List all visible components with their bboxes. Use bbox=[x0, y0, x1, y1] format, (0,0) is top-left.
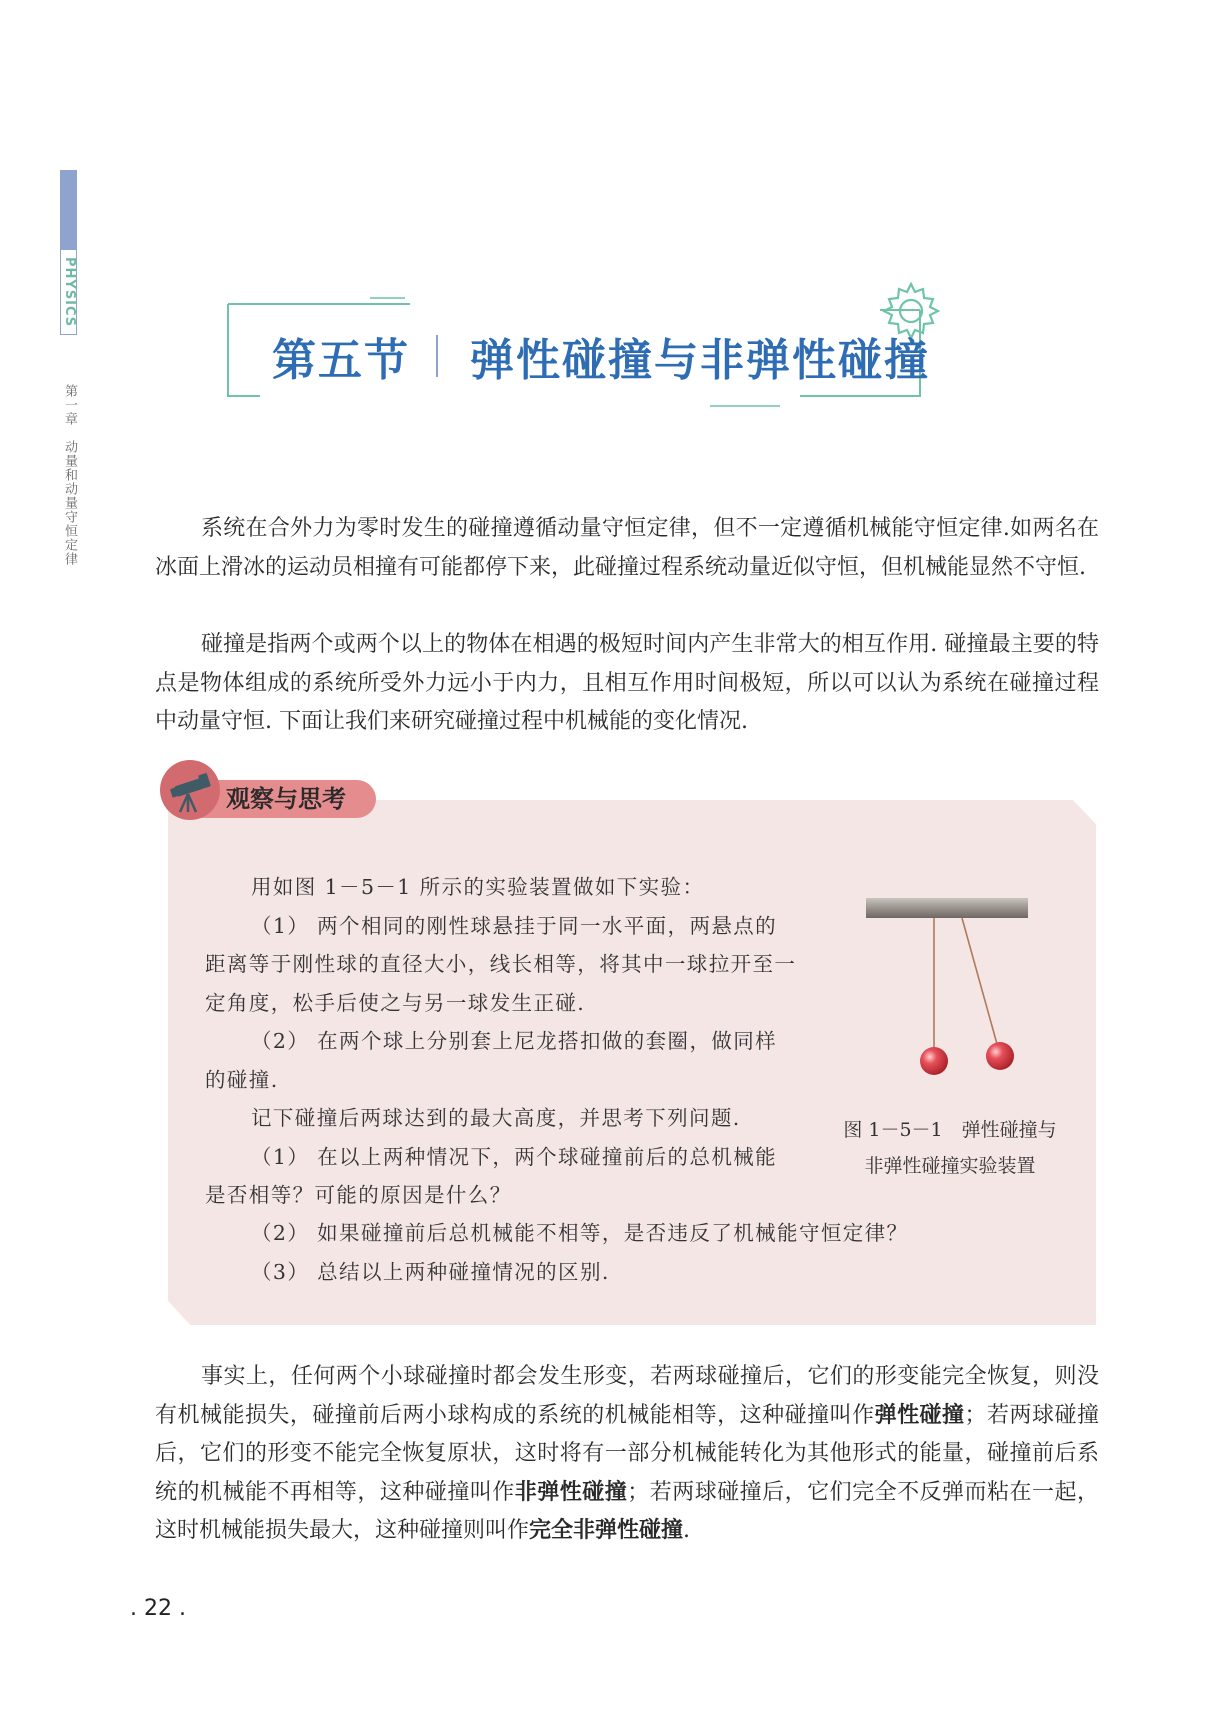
observe-line: （1） 两个相同的刚性球悬挂于同一水平面，两悬点的距离等于刚性球的直径大小，线长相等，将其中一球拉开至一定角度，松手后使之与另一球发生正碰. bbox=[205, 913, 797, 1015]
paragraph-3-text: ；若两球碰撞后，它们完全不反弹而粘在一起，这时机械能损失最大，这种碰撞则叫作 bbox=[155, 1479, 1099, 1543]
page-number: . 22 . bbox=[130, 1596, 186, 1621]
term-elastic-collision: 弹性碰撞 bbox=[874, 1402, 965, 1428]
observe-line: （3） 总结以上两种碰撞情况的区别. bbox=[251, 1259, 610, 1284]
telescope-icon bbox=[166, 768, 214, 816]
observe-instructions bbox=[205, 868, 797, 1215]
side-tab-fill bbox=[60, 170, 77, 250]
figure-caption-line-1: 图 1－5－1 弹性碰撞与 bbox=[843, 1119, 1057, 1141]
observe-line: （1） 在以上两种情况下，两个球碰撞前后的总机械能是否相等？可能的原因是什么？ bbox=[205, 1144, 778, 1207]
side-chapter-number: 第一章 bbox=[62, 384, 77, 426]
pendulum-figure bbox=[866, 898, 1036, 1078]
observe-line: （2） 如果碰撞前后总机械能不相等，是否违反了机械能守恒定律？ bbox=[251, 1221, 909, 1245]
right-string bbox=[962, 918, 997, 1044]
section-title: 弹性碰撞与非弹性碰撞 bbox=[470, 335, 930, 386]
figure-caption-line-2: 非弹性碰撞实验装置 bbox=[864, 1155, 1036, 1177]
section-number: 第五节 bbox=[272, 335, 410, 386]
observe-think-label: 观察与思考 bbox=[226, 785, 346, 813]
paragraph-3-text: 事实上，任何两个小球碰撞时都会发生形变，若两球碰撞后，它们的形变能完全恢复，则没有机械能损失，碰撞前后两小球构成的系统的机械能相等，这种碰撞叫作 bbox=[155, 1364, 1099, 1428]
side-chapter-title: 动量和动量守恒定律 bbox=[62, 440, 77, 566]
figure-caption bbox=[825, 1112, 1075, 1184]
paragraph-1: 系统在合外力为零时发生的碰撞遵循动量守恒定律，但不一定遵循机械能守恒定律.如两名在冰面上滑冰的运动员相撞有可能都停下来，此碰撞过程系统动量近似守恒，但机械能显然不守恒. bbox=[155, 516, 1099, 580]
section-heading bbox=[272, 326, 930, 386]
observe-line: 用如图 1－5－1 所示的实验装置做如下实验： bbox=[251, 875, 705, 899]
side-subject-label: PHYSICS bbox=[62, 256, 77, 328]
paragraph-3 bbox=[155, 1358, 1099, 1551]
term-perfectly-inelastic-collision: 完全非弹性碰撞 bbox=[529, 1518, 684, 1543]
paragraph-3-text: ；若两球碰撞后，它们的形变不能完全恢复原状，这时将有一部分机械能转化为其他形式的能量，碰撞前后系统的机械能不再相等，这种碰撞叫作 bbox=[155, 1402, 1099, 1505]
support-bar bbox=[866, 898, 1028, 918]
title-divider bbox=[436, 335, 438, 377]
observe-questions bbox=[205, 1214, 1005, 1291]
right-ball bbox=[986, 1042, 1014, 1070]
observe-think-badge bbox=[160, 760, 380, 820]
pendulum-illustration bbox=[866, 898, 1036, 1078]
side-chapter bbox=[60, 384, 78, 566]
left-ball bbox=[920, 1047, 948, 1075]
paragraph-3-text: . bbox=[683, 1518, 691, 1543]
observe-line: （2） 在两个球上分别套上尼龙搭扣做的套圈，做同样的碰撞. bbox=[205, 1029, 778, 1092]
term-inelastic-collision: 非弹性碰撞 bbox=[514, 1479, 628, 1505]
observe-line: 记下碰撞后两球达到的最大高度，并思考下列问题. bbox=[251, 1106, 741, 1130]
paragraph-2: 碰撞是指两个或两个以上的物体在相遇的极短时间内产生非常大的相互作用. 碰撞最主要的特点是物体组成的系统所受外力远小于内力，且相互作用时间极短，所以可以认为系统在碰撞过程中动量守恒. 下面让我们来研究碰撞过程中机械能的变化情况. bbox=[155, 632, 1099, 734]
